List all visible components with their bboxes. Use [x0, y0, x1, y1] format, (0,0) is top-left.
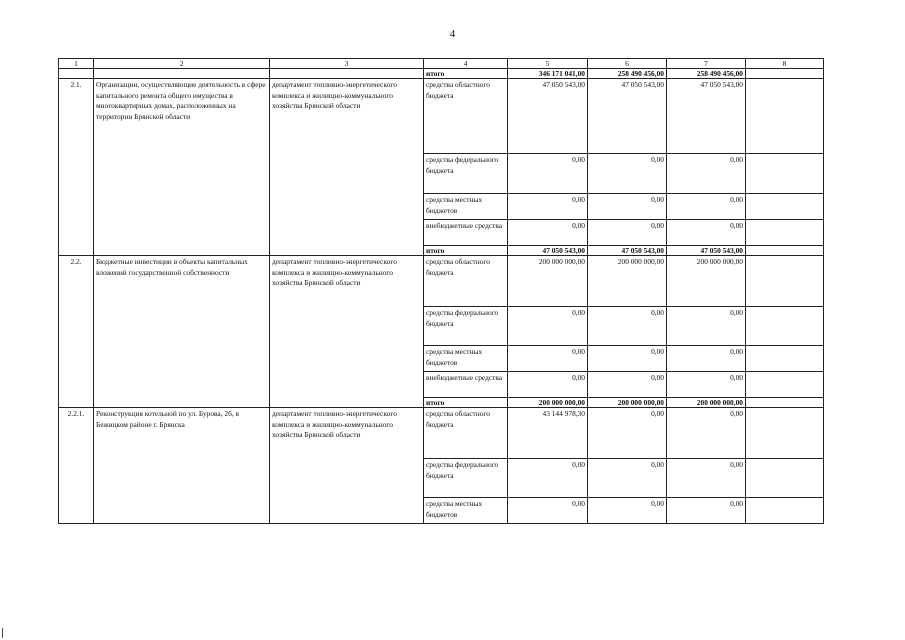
value-col5: 0,00 — [508, 194, 588, 220]
funding-source: средства федерального бюджета — [424, 459, 508, 498]
funding-source: внебюджетные средства — [424, 220, 508, 246]
value-col5: 0,00 — [508, 220, 588, 246]
value-col6: 0,00 — [588, 346, 667, 372]
value-col6: 0,00 — [588, 154, 667, 194]
total-value-col5: 346 171 041,00 — [508, 69, 588, 79]
total-value-col7: 200 000 000,00 — [667, 398, 746, 408]
value-col7: 0,00 — [667, 194, 746, 220]
empty-cell — [270, 69, 424, 79]
total-value-col6: 47 050 543,00 — [588, 246, 667, 256]
total-value-col6: 200 000 000,00 — [588, 398, 667, 408]
empty-cell — [94, 69, 270, 79]
total-label: итого — [424, 398, 508, 408]
funding-source: средства федерального бюджета — [424, 154, 508, 194]
funding-source: средства местных бюджетов — [424, 498, 508, 524]
value-col7: 0,00 — [667, 408, 746, 459]
total-value-col7: 258 490 456,00 — [667, 69, 746, 79]
funding-source: средства областного бюджета — [424, 79, 508, 154]
scan-edge-mark — [2, 628, 3, 638]
value-col8 — [746, 346, 824, 372]
value-col8 — [746, 307, 824, 346]
value-col6: 0,00 — [588, 194, 667, 220]
header-col-5: 5 — [508, 59, 588, 69]
value-col5: 0,00 — [508, 154, 588, 194]
value-col6: 200 000 000,00 — [588, 256, 667, 307]
table-row — [59, 256, 824, 307]
value-col6: 0,00 — [588, 459, 667, 498]
value-col8 — [746, 154, 824, 194]
table-body — [59, 59, 824, 524]
row-name: Реконструкция котельной по ул. Бурова, 2б, в Бежицком районе г. Брянска — [94, 408, 270, 524]
header-col-6: 6 — [588, 59, 667, 69]
value-col7: 0,00 — [667, 220, 746, 246]
value-col8 — [746, 246, 824, 256]
value-col7: 0,00 — [667, 307, 746, 346]
value-col8 — [746, 498, 824, 524]
value-col5: 0,00 — [508, 307, 588, 346]
header-col-4: 4 — [424, 59, 508, 69]
row-index: 2.2. — [59, 256, 94, 408]
funding-source: средства местных бюджетов — [424, 346, 508, 372]
top-total-row — [59, 69, 824, 79]
header-col-1: 1 — [59, 59, 94, 69]
header-row — [59, 59, 824, 69]
table-row — [59, 408, 824, 459]
value-col5: 0,00 — [508, 372, 588, 398]
total-value-col5: 200 000 000,00 — [508, 398, 588, 408]
value-col5: 0,00 — [508, 346, 588, 372]
total-label: итого — [424, 246, 508, 256]
value-col6: 47 050 543,00 — [588, 79, 667, 154]
value-col8 — [746, 220, 824, 246]
value-col7: 0,00 — [667, 372, 746, 398]
value-col8 — [746, 256, 824, 307]
value-col5: 43 144 978,30 — [508, 408, 588, 459]
value-col8 — [746, 79, 824, 154]
table-row — [59, 79, 824, 154]
header-col-3: 3 — [270, 59, 424, 69]
value-col6: 0,00 — [588, 408, 667, 459]
empty-cell — [59, 69, 94, 79]
value-col7: 200 000 000,00 — [667, 256, 746, 307]
value-col6: 0,00 — [588, 498, 667, 524]
value-col8 — [746, 372, 824, 398]
empty-cell — [746, 69, 824, 79]
value-col5: 0,00 — [508, 498, 588, 524]
value-col7: 0,00 — [667, 154, 746, 194]
value-col6: 0,00 — [588, 307, 667, 346]
value-col7: 0,00 — [667, 346, 746, 372]
value-col8 — [746, 459, 824, 498]
value-col6: 0,00 — [588, 220, 667, 246]
header-col-7: 7 — [667, 59, 746, 69]
total-value-col7: 47 050 543,00 — [667, 246, 746, 256]
value-col8 — [746, 408, 824, 459]
total-value-col5: 47 050 543,00 — [508, 246, 588, 256]
funding-source: средства областного бюджета — [424, 256, 508, 307]
row-name: Бюджетные инвестиции в объекты капитальных вложений государственной собственности — [94, 256, 270, 408]
value-col6: 0,00 — [588, 372, 667, 398]
value-col8 — [746, 398, 824, 408]
header-col-8: 8 — [746, 59, 824, 69]
value-col7: 47 050 543,00 — [667, 79, 746, 154]
value-col5: 200 000 000,00 — [508, 256, 588, 307]
funding-source: средства местных бюджетов — [424, 194, 508, 220]
header-col-2: 2 — [94, 59, 270, 69]
funding-source: внебюджетные средства — [424, 372, 508, 398]
row-executor: департамент топливно-энергетического комплекса и жилищно-коммунального хозяйства Брянской области — [270, 408, 424, 524]
funding-source: средства областного бюджета — [424, 408, 508, 459]
value-col8 — [746, 194, 824, 220]
value-col7: 0,00 — [667, 459, 746, 498]
row-index: 2.1. — [59, 79, 94, 256]
value-col7: 0,00 — [667, 498, 746, 524]
funding-source: средства федерального бюджета — [424, 307, 508, 346]
page-number: 4 — [449, 28, 456, 40]
value-col5: 47 050 543,00 — [508, 79, 588, 154]
value-col5: 0,00 — [508, 459, 588, 498]
row-name: Организации, осуществляющие деятельность в сфере капитального ремонта общего имущества в многоквартирных домах, расположенных на территории Брянской области — [94, 79, 270, 256]
row-index: 2.2.1. — [59, 408, 94, 524]
total-value-col6: 258 490 456,00 — [588, 69, 667, 79]
row-executor: департамент топливно-энергетического комплекса и жилищно-коммунального хозяйства Брянской области — [270, 79, 424, 256]
budget-table — [58, 58, 824, 524]
row-executor: департамент топливно-энергетического комплекса и жилищно-коммунального хозяйства Брянской области — [270, 256, 424, 408]
total-label: итого — [424, 69, 508, 79]
